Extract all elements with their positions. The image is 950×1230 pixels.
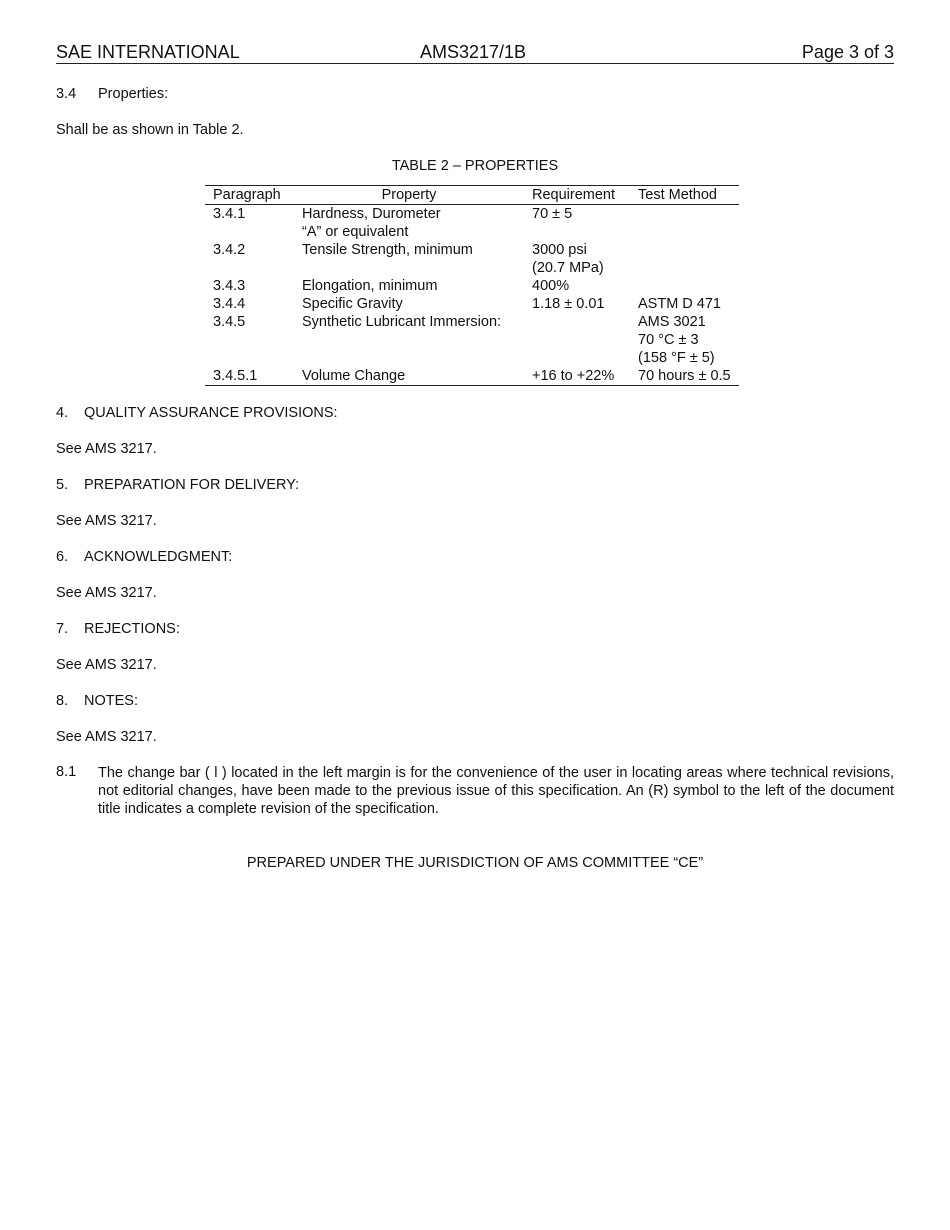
section-body: See AMS 3217. — [56, 657, 157, 673]
col-header-paragraph: Paragraph — [205, 186, 294, 205]
section-heading — [56, 476, 894, 494]
cell-test-method — [630, 367, 739, 386]
header-doc-number: AMS3217/1B — [420, 42, 527, 62]
cell-test-method — [630, 277, 739, 295]
cell-line: Volume Change — [302, 368, 406, 384]
sections-list — [56, 404, 894, 746]
section-title: REJECTIONS: — [84, 621, 180, 637]
cell-property — [294, 205, 524, 242]
cell-requirement — [524, 313, 630, 367]
section-number: 5. — [56, 477, 69, 493]
cell-line: 3.4.5 — [213, 314, 246, 330]
section-body: See AMS 3217. — [56, 729, 157, 745]
section-title: PREPARATION FOR DELIVERY: — [84, 477, 300, 493]
cell-line: 70 hours ± 0.5 — [638, 368, 731, 384]
cell-line: 3.4.2 — [213, 242, 246, 258]
cell-test-method — [630, 313, 739, 367]
section-title: QUALITY ASSURANCE PROVISIONS: — [84, 405, 338, 421]
section-body: See AMS 3217. — [56, 585, 157, 601]
col-header-property: Property — [294, 186, 524, 205]
cell-line: ASTM D 471 — [638, 296, 721, 312]
cell-requirement — [524, 277, 630, 295]
cell-requirement — [524, 367, 630, 386]
section-heading — [56, 620, 894, 638]
note-number: 8.1 — [56, 764, 77, 780]
section-body: See AMS 3217. — [56, 441, 157, 457]
cell-line: 400% — [532, 278, 570, 294]
cell-line: +16 to +22% — [532, 368, 615, 384]
table-body — [205, 205, 739, 386]
table-caption: TABLE 2 – PROPERTIES — [391, 158, 559, 174]
cell-line: 3.4.4 — [213, 296, 246, 312]
section-title: Properties: — [98, 86, 169, 102]
cell-line: AMS 3021 — [638, 314, 706, 330]
table-row — [205, 313, 739, 367]
cell-test-method — [630, 241, 739, 277]
section-number: 8. — [56, 693, 69, 709]
cell-line: 70 °C ± 3 — [638, 332, 699, 348]
section-number: 6. — [56, 549, 69, 565]
section-heading — [56, 692, 894, 710]
cell-line: 3000 psi — [532, 242, 587, 258]
cell-requirement — [524, 295, 630, 313]
cell-requirement — [524, 205, 630, 242]
note-text: The change bar ( l ) located in the left margin is for the convenience of the user in locating areas where technical revisions, not editorial changes, have been made to the previous issue of this specification. An (R) symbol to the left of the document title indicates a complete revision of the specification. — [98, 765, 894, 817]
cell-line: 1.18 ± 0.01 — [532, 296, 605, 312]
table-row — [205, 277, 739, 295]
cell-paragraph — [205, 295, 294, 313]
cell-property — [294, 241, 524, 277]
section-3-4-heading — [56, 85, 894, 103]
cell-paragraph — [205, 277, 294, 295]
note-8-1 — [56, 764, 894, 818]
header-org: SAE INTERNATIONAL — [56, 42, 240, 62]
table-row — [205, 241, 739, 277]
col-header-test-method: Test Method — [630, 186, 739, 205]
table-row — [205, 367, 739, 386]
page-header — [56, 42, 894, 64]
section-title: ACKNOWLEDGMENT: — [84, 549, 233, 565]
cell-line: 3.4.1 — [213, 206, 246, 222]
header-page-number: Page 3 of 3 — [801, 42, 894, 62]
section-number: 7. — [56, 621, 69, 637]
cell-paragraph — [205, 313, 294, 367]
section-heading — [56, 548, 894, 566]
table-header-row — [205, 186, 739, 205]
cell-line: (20.7 MPa) — [532, 260, 604, 276]
cell-line: Tensile Strength, minimum — [302, 242, 473, 258]
cell-test-method — [630, 295, 739, 313]
cell-line: Hardness, Durometer — [302, 206, 441, 222]
section-number: 4. — [56, 405, 69, 421]
cell-line: 70 ± 5 — [532, 206, 573, 222]
cell-property — [294, 367, 524, 386]
document-page — [56, 42, 894, 872]
section-number: 3.4 — [56, 86, 77, 102]
cell-requirement — [524, 241, 630, 277]
section-3-4-body: Shall be as shown in Table 2. — [56, 122, 244, 138]
cell-line: “A” or equivalent — [302, 224, 409, 240]
col-header-requirement: Requirement — [524, 186, 630, 205]
cell-line: 3.4.5.1 — [213, 368, 258, 384]
cell-property — [294, 295, 524, 313]
cell-paragraph — [205, 241, 294, 277]
table-row — [205, 205, 739, 242]
cell-property — [294, 277, 524, 295]
committee-footer: PREPARED UNDER THE JURISDICTION OF AMS COMMITTEE “CE” — [246, 855, 704, 871]
section-title: NOTES: — [84, 693, 138, 709]
cell-line: Elongation, minimum — [302, 278, 438, 294]
section-body: See AMS 3217. — [56, 513, 157, 529]
cell-paragraph — [205, 367, 294, 386]
section-heading — [56, 404, 894, 422]
cell-property — [294, 313, 524, 367]
cell-line: Synthetic Lubricant Immersion: — [302, 314, 502, 330]
cell-line: 3.4.3 — [213, 278, 246, 294]
cell-line: Specific Gravity — [302, 296, 403, 312]
cell-line: (158 °F ± 5) — [638, 350, 715, 366]
cell-test-method — [630, 205, 739, 242]
cell-paragraph — [205, 205, 294, 242]
properties-table — [205, 185, 739, 386]
table-row — [205, 295, 739, 313]
